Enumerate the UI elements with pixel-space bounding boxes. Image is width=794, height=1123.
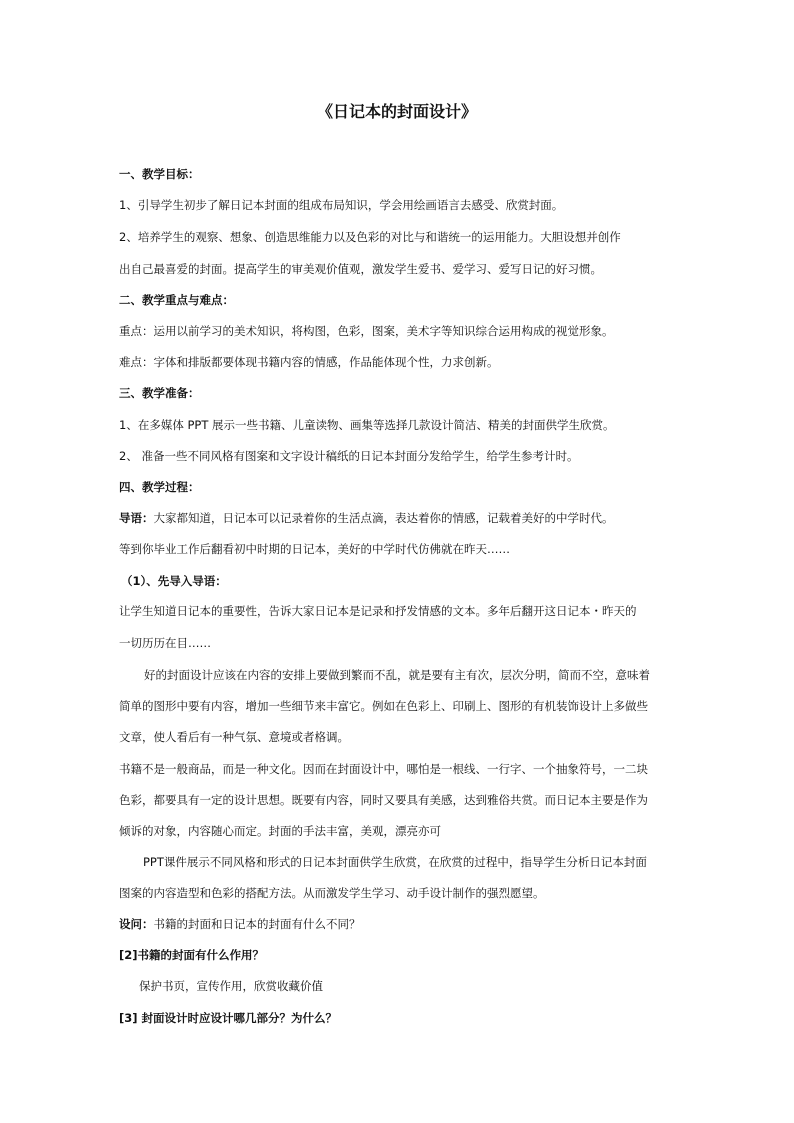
inline-text: 大家都知道，日记本可以记录着你的生活点滴，表达着你的情感，记载着美好的中学时代。	[153, 511, 614, 525]
section-heading-objectives: 一、教学目标：	[119, 167, 200, 181]
question-heading: [3] 封面设计时应设计哪几部分？为什么？	[119, 1011, 338, 1025]
document-title: 《日记本的封面设计》	[316, 102, 477, 121]
paragraph-line: 出自己最喜爱的封面。提高学生的审美观价值观，激发学生爱书、爱学习、爱写日记的好习惯。	[119, 262, 602, 276]
inline-text: 书籍的封面和日记本的封面有什么不同？	[153, 917, 361, 931]
paragraph-line: 2、培养学生的观察、想象、创造思维能力以及色彩的对比与和谐统一的运用能力。大胆设想并创作	[119, 230, 621, 244]
paragraph-line: 好的封面设计应该在内容的安排上要做到繁而不乱，就是要有主有次，层次分明，简而不空，意味着	[144, 668, 650, 682]
paragraph-line: 让学生知道日记本的重要性，告诉大家日记本是记录和抒发情感的文本。多年后翻开这日记本・昨天的	[119, 604, 637, 618]
paragraph-line: 书籍不是一般商品，而是一种文化。因而在封面设计中，哪怕是一根线、一行字、一个抽象符号，一二块	[119, 762, 648, 776]
subsection-heading: （1）、先导入导语：	[121, 574, 227, 588]
paragraph-line: 1、在多媒体 PPT 展示一些书籍、儿童读物、画集等选择几款设计简洁、精美的封面供学生欣赏。	[119, 418, 615, 432]
paragraph-line-intro	[119, 510, 689, 526]
section-heading-focus: 二、教学重点与难点：	[119, 293, 234, 307]
paragraph-line: 图案的内容造型和色彩的搭配方法。从而激发学生学习、动手设计制作的强烈愿望。	[119, 886, 545, 900]
paragraph-line: 简单的图形中要有内容，增加一些细节来丰富它。例如在色彩上、印刷上、图形的有机装饰设计上多做些	[119, 699, 648, 713]
paragraph-line: PPT课件展示不同风格和形式的日记本封面供学生欣赏，在欣赏的过程中，指导学生分析日记本封面	[143, 855, 647, 869]
paragraph-line: 1、引导学生初步了解日记本封面的组成布局知识，学会用绘画语言去感受、欣赏封面。	[119, 198, 564, 212]
section-heading-process: 四、教学过程：	[119, 480, 200, 494]
question-heading: [2]书籍的封面有什么作用？	[119, 948, 265, 962]
paragraph-line: 等到你毕业工作后翻看初中时期的日记本，美好的中学时代仿佛就在昨天……	[119, 542, 510, 556]
question-line	[119, 916, 689, 932]
inline-label-question: 设问：	[119, 917, 154, 931]
inline-label-intro: 导语：	[119, 511, 154, 525]
paragraph-line: 难点：字体和排版都要体现书籍内容的情感，作品能体现个性，力求创新。	[119, 355, 499, 369]
paragraph-line: 重点：运用以前学习的美术知识，将构图，色彩，图案，美术字等知识综合运用构成的视觉形象。	[119, 324, 614, 338]
answer-line: 保护书页，宣传作用，欣赏收藏价值	[139, 979, 323, 993]
paragraph-line: 倾诉的对象，内容随心而定。封面的手法丰富，美观，漂亮亦可	[119, 824, 441, 838]
paragraph-line: 一切历历在目……	[119, 636, 211, 650]
paragraph-line: 文章，使人看后有一种气氛、意境或者格调。	[119, 730, 349, 744]
paragraph-line: 2、 准备一些不同风格有图案和文字设计稿纸的日记本封面分发给学生，给学生参考计时。	[119, 449, 579, 463]
paragraph-line: 色彩，都要具有一定的设计思想。既要有内容，同时又要具有美感，达到雅俗共赏。而日记本主要是作为	[119, 793, 648, 807]
section-heading-preparation: 三、教学准备：	[119, 386, 200, 400]
